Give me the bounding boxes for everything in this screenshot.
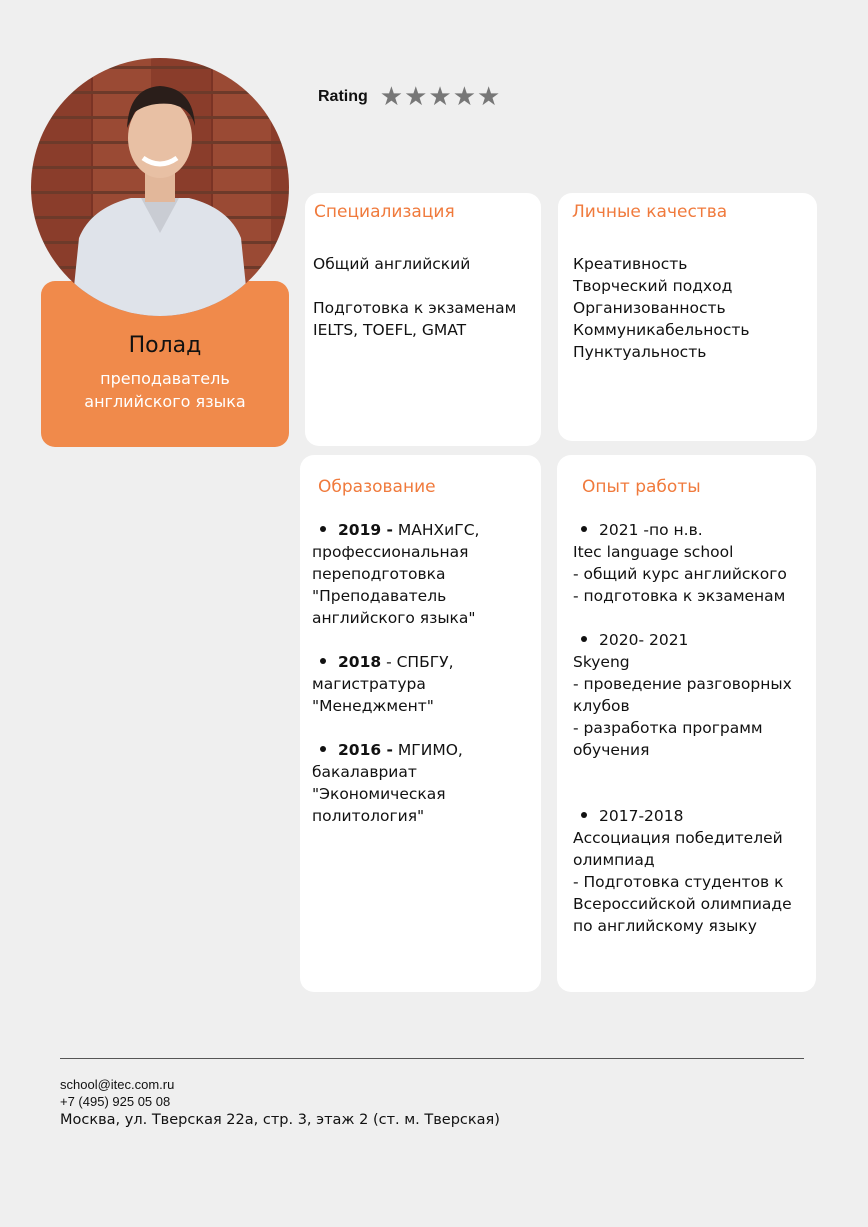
rating-stars (380, 84, 502, 110)
education-title: Образование (318, 477, 436, 497)
education-list (312, 519, 540, 827)
experience-title: Опыт работы (582, 477, 701, 497)
experience-line: - общий курс английского (573, 565, 787, 583)
bullet-icon (581, 636, 587, 642)
experience-line: - проведение разговорных клубов (573, 675, 792, 715)
bullet-icon (320, 746, 326, 752)
contact-phone[interactable]: +7 (495) 925 05 08 (60, 1094, 171, 1109)
person-photo-icon (31, 58, 289, 316)
bullet-icon (320, 526, 326, 532)
education-entry: 2019 - МАНХиГС, профессиональная переподготовка "Преподаватель английского языка" (312, 521, 480, 627)
experience-line: - Подготовка студентов к Всероссийской олимпиаде по английскому языку (573, 873, 792, 935)
experience-org: Itec language school (573, 543, 734, 561)
quality-item: Организованность (573, 299, 726, 317)
star-icon: ★ (452, 82, 477, 112)
profile-photo (31, 58, 289, 316)
quality-item: Пунктуальность (573, 343, 707, 361)
star-icon: ★ (404, 82, 428, 112)
experience-list (573, 519, 809, 937)
contact-address: Москва, ул. Тверская 22а, стр. 3, этаж 2 (ст. м. Тверская) (60, 1112, 500, 1128)
experience-period: 2020- 2021 (573, 629, 809, 651)
bullet-icon (581, 526, 587, 532)
star-icon: ★ (379, 82, 404, 112)
footer-divider (60, 1058, 804, 1059)
experience-period: 2017-2018 (573, 805, 809, 827)
bullet-icon (320, 658, 326, 664)
experience-org: Ассоциация победителей олимпиад (573, 829, 783, 869)
experience-line: - разработка программ обучения (573, 719, 763, 759)
specialization-title: Специализация (314, 202, 455, 222)
qualities-card (558, 193, 817, 441)
quality-item: Творческий подход (573, 277, 733, 295)
qualities-list (573, 253, 808, 363)
experience-line: - подготовка к экзаменам (573, 587, 786, 605)
rating (318, 84, 501, 110)
star-icon: ★ (428, 82, 452, 112)
star-icon: ★ (477, 82, 501, 112)
contact-email[interactable]: school@itec.com.ru (60, 1077, 175, 1092)
experience-card (557, 455, 816, 992)
experience-period: 2021 -по н.в. (573, 519, 809, 541)
footer-contacts (60, 1076, 500, 1130)
rating-label: Rating (318, 88, 368, 105)
specialization-item: Общий английский (313, 255, 471, 273)
quality-item: Креативность (573, 255, 688, 273)
experience-org: Skyeng (573, 653, 630, 671)
teacher-name: Полад (128, 333, 202, 358)
specialization-item: Подготовка к экзаменам IELTS, TOEFL, GMAT (313, 299, 517, 339)
education-entry: 2018 - СПБГУ, магистратура "Менеджмент" (312, 653, 454, 715)
education-entry: 2016 - МГИМО, бакалавриат "Экономическая политология" (312, 741, 463, 825)
education-card (300, 455, 541, 992)
bullet-icon (581, 812, 587, 818)
teacher-role: преподаватель английского языка (84, 369, 246, 411)
specialization-list (313, 253, 533, 341)
specialization-card (305, 193, 541, 446)
quality-item: Коммуникабельность (573, 321, 750, 339)
qualities-title: Личные качества (572, 202, 728, 222)
